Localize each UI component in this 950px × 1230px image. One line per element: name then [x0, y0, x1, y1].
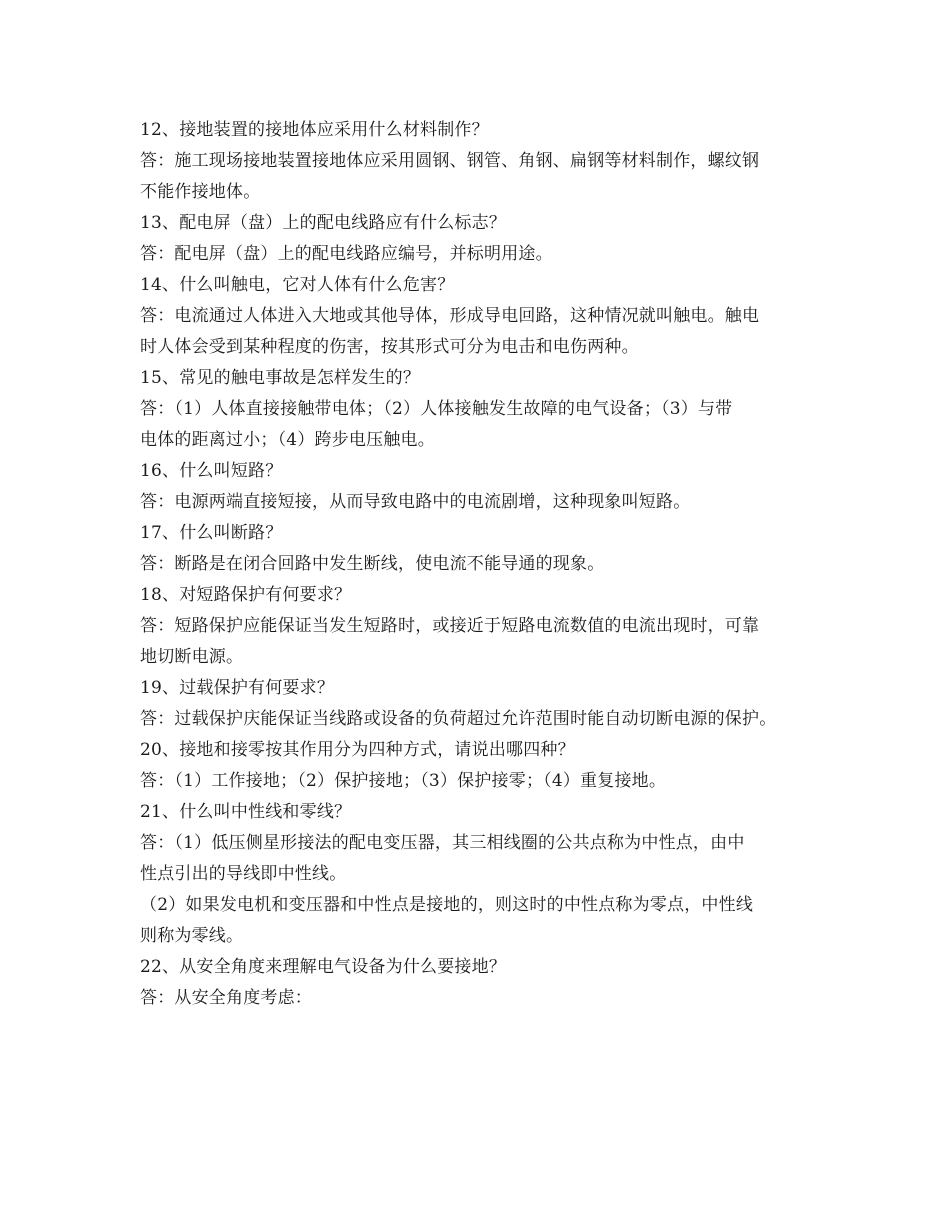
- answer-19: 答：过载保护庆能保证当线路或设备的负荷超过允许范围时能自动切断电源的保护。: [140, 709, 777, 729]
- question-19: 19、过载保护有何要求？: [140, 678, 335, 698]
- answer-12-line-2: 不能作接地体。: [140, 182, 261, 202]
- answer-20: 答：（1）工作接地；（2）保护接地；（3）保护接零；（4）重复接地。: [140, 771, 667, 791]
- question-21: 21、什么叫中性线和零线？: [140, 802, 352, 822]
- question-12: 12、接地装置的接地体应采用什么材料制作？: [140, 120, 489, 140]
- question-16: 16、什么叫短路？: [140, 461, 283, 481]
- question-20: 20、接地和接零按其作用分为四种方式，请说出哪四种？: [140, 740, 575, 760]
- question-17: 17、什么叫断路？: [140, 523, 283, 543]
- answer-18-line-1: 答：短路保护应能保证当发生短路时，或接近于短路电流数值的电流出现时，可靠: [140, 616, 760, 636]
- answer-21-line-1: 答：（1）低压侧星形接法的配电变压器，其三相线圈的公共点称为中性点，由中: [140, 833, 745, 853]
- answer-18-line-2: 地切断电源。: [140, 647, 244, 667]
- question-18: 18、对短路保护有何要求？: [140, 585, 352, 605]
- answer-21-line-4: 则称为零线。: [140, 926, 244, 946]
- answer-21-line-3: （2）如果发电机和变压器和中性点是接地的，则这时的中性点称为零点，中性线: [140, 895, 754, 915]
- question-15: 15、常见的触电事故是怎样发生的？: [140, 368, 421, 388]
- question-22: 22、从安全角度来理解电气设备为什么要接地？: [140, 957, 507, 977]
- answer-21-line-2: 性点引出的导线即中性线。: [140, 864, 347, 884]
- document-body: [140, 115, 820, 1014]
- answer-17: 答：断路是在闭合回路中发生断线，使电流不能导通的现象。: [140, 554, 605, 574]
- answer-15-line-1: 答：（1）人体直接接触带电体；（2）人体接触发生故障的电气设备；（3）与带: [140, 399, 733, 419]
- question-13: 13、配电屏（盘）上的配电线路应有什么标志？: [140, 213, 507, 233]
- answer-16: 答：电源两端直接短接，从而导致电路中的电流剧增，这种现象叫短路。: [140, 492, 691, 512]
- answer-22-line-1: 答：从安全角度考虑：: [140, 988, 312, 1008]
- answer-12-line-1: 答：施工现场接地装置接地体应采用圆钢、钢管、角钢、扁钢等材料制作，螺纹钢: [140, 151, 760, 171]
- answer-15-line-2: 电体的距离过小；（4）跨步电压触电。: [140, 430, 435, 450]
- answer-14-line-2: 时人体会受到某种程度的伤害，按其形式可分为电击和电伤两种。: [140, 337, 639, 357]
- question-14: 14、什么叫触电，它对人体有什么危害？: [140, 275, 455, 295]
- answer-13: 答：配电屏（盘）上的配电线路应编号，并标明用途。: [140, 244, 553, 264]
- answer-14-line-1: 答：电流通过人体进入大地或其他导体，形成导电回路，这种情况就叫触电。触电: [140, 306, 760, 326]
